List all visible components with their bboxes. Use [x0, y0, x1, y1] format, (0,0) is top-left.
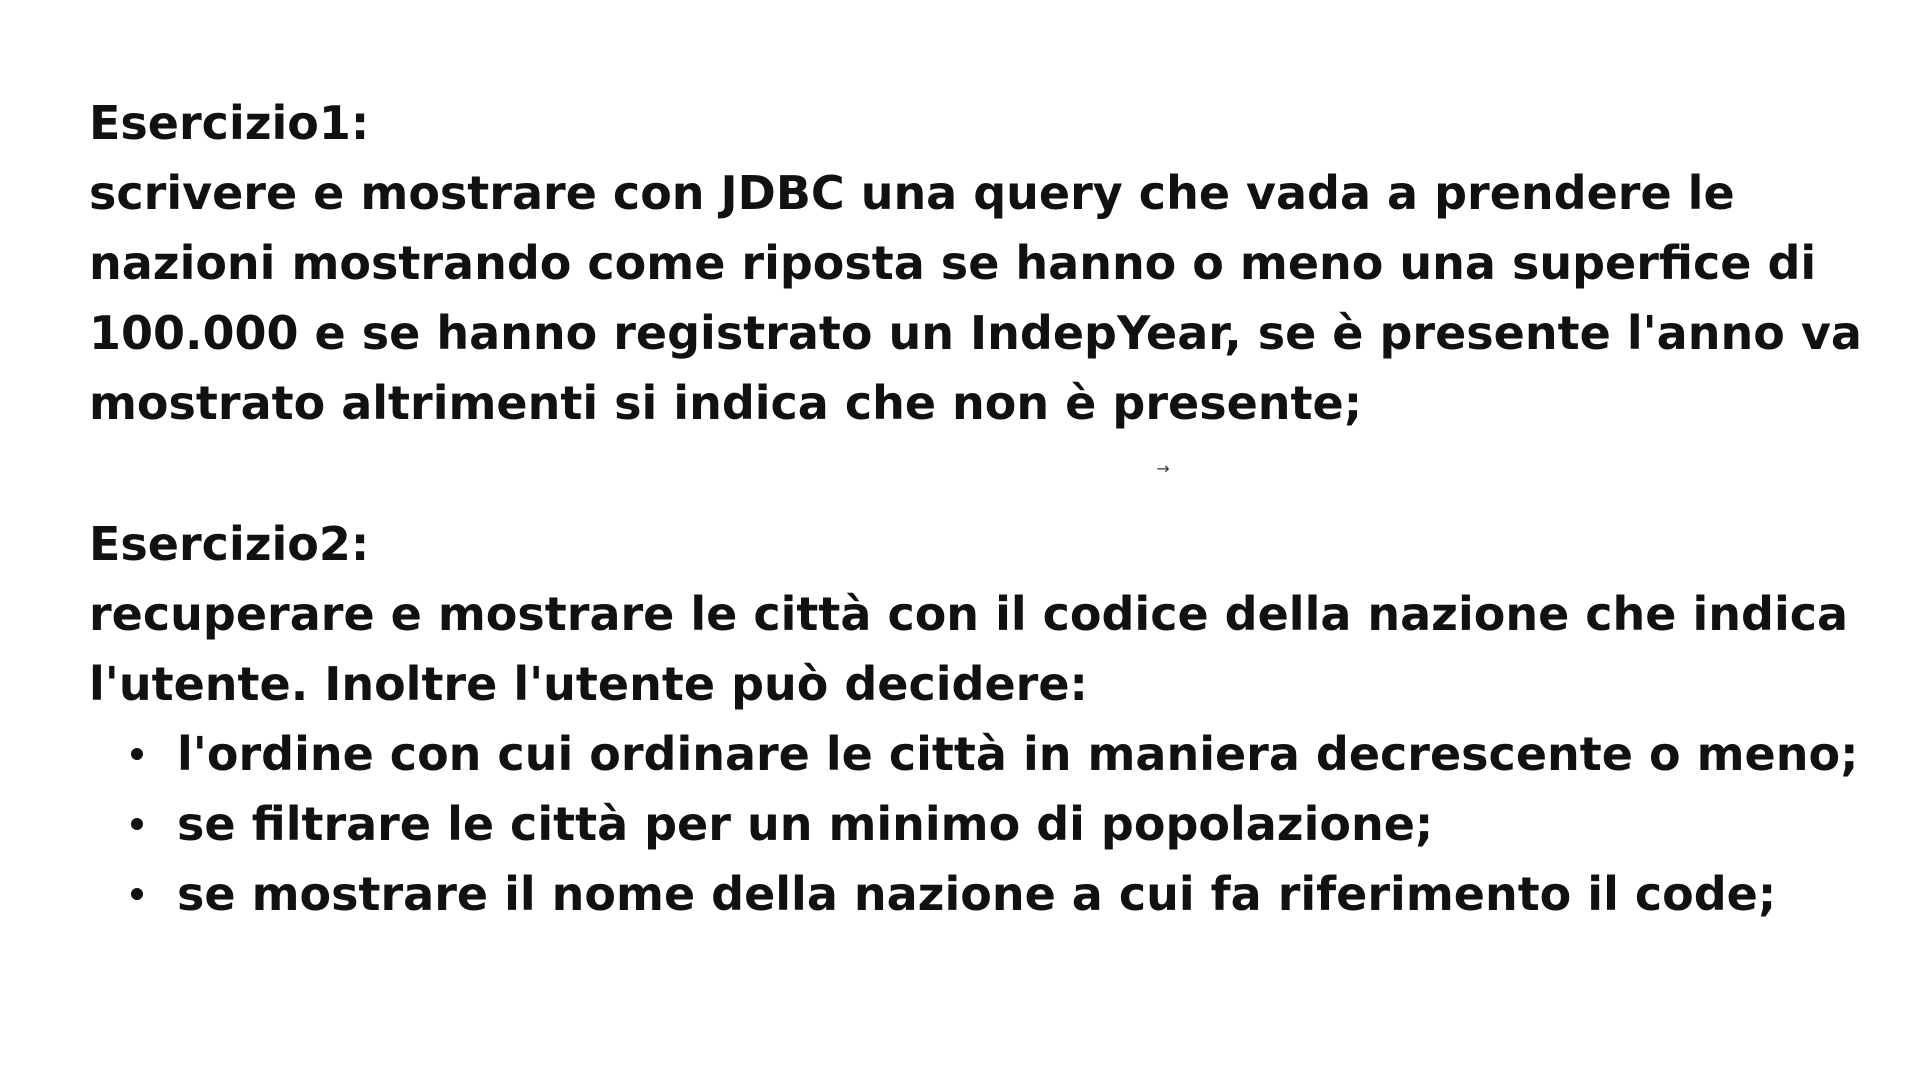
list-item — [177, 719, 1869, 789]
list-item-text: se filtrare le città per un minimo di popolazione; — [177, 797, 1434, 851]
exercise-2-title: Esercizio2: — [89, 517, 370, 571]
exercise-1-description: scrivere e mostrare con JDBC una query che vada a prendere le nazioni mostrando come riposta se hanno o meno una superfice di 100.000 e se hanno registrato un IndepYear, se è presente l'anno va mostrato altrimenti si indica che non è presente; — [89, 166, 1862, 430]
list-item-text: se mostrare il nome della nazione a cui fa riferimento il code; — [177, 867, 1777, 921]
exercise-2-description: recuperare e mostrare le città con il codice della nazione che indica l'utente. Inoltre l'utente può decidere: — [89, 587, 1849, 711]
slide-content — [89, 88, 1869, 929]
arrow-right-icon: → — [1156, 459, 1170, 478]
exercise-2-options-list — [89, 719, 1869, 929]
list-item-text: l'ordine con cui ordinare le città in maniera decrescente o meno; — [177, 727, 1859, 781]
bullet-icon — [131, 748, 143, 760]
list-item — [177, 859, 1869, 929]
exercise-2 — [89, 509, 1869, 929]
bullet-icon — [131, 818, 143, 830]
exercise-1-title: Esercizio1: — [89, 96, 370, 150]
exercise-1 — [89, 88, 1869, 438]
bullet-icon — [131, 888, 143, 900]
list-item — [177, 789, 1869, 859]
